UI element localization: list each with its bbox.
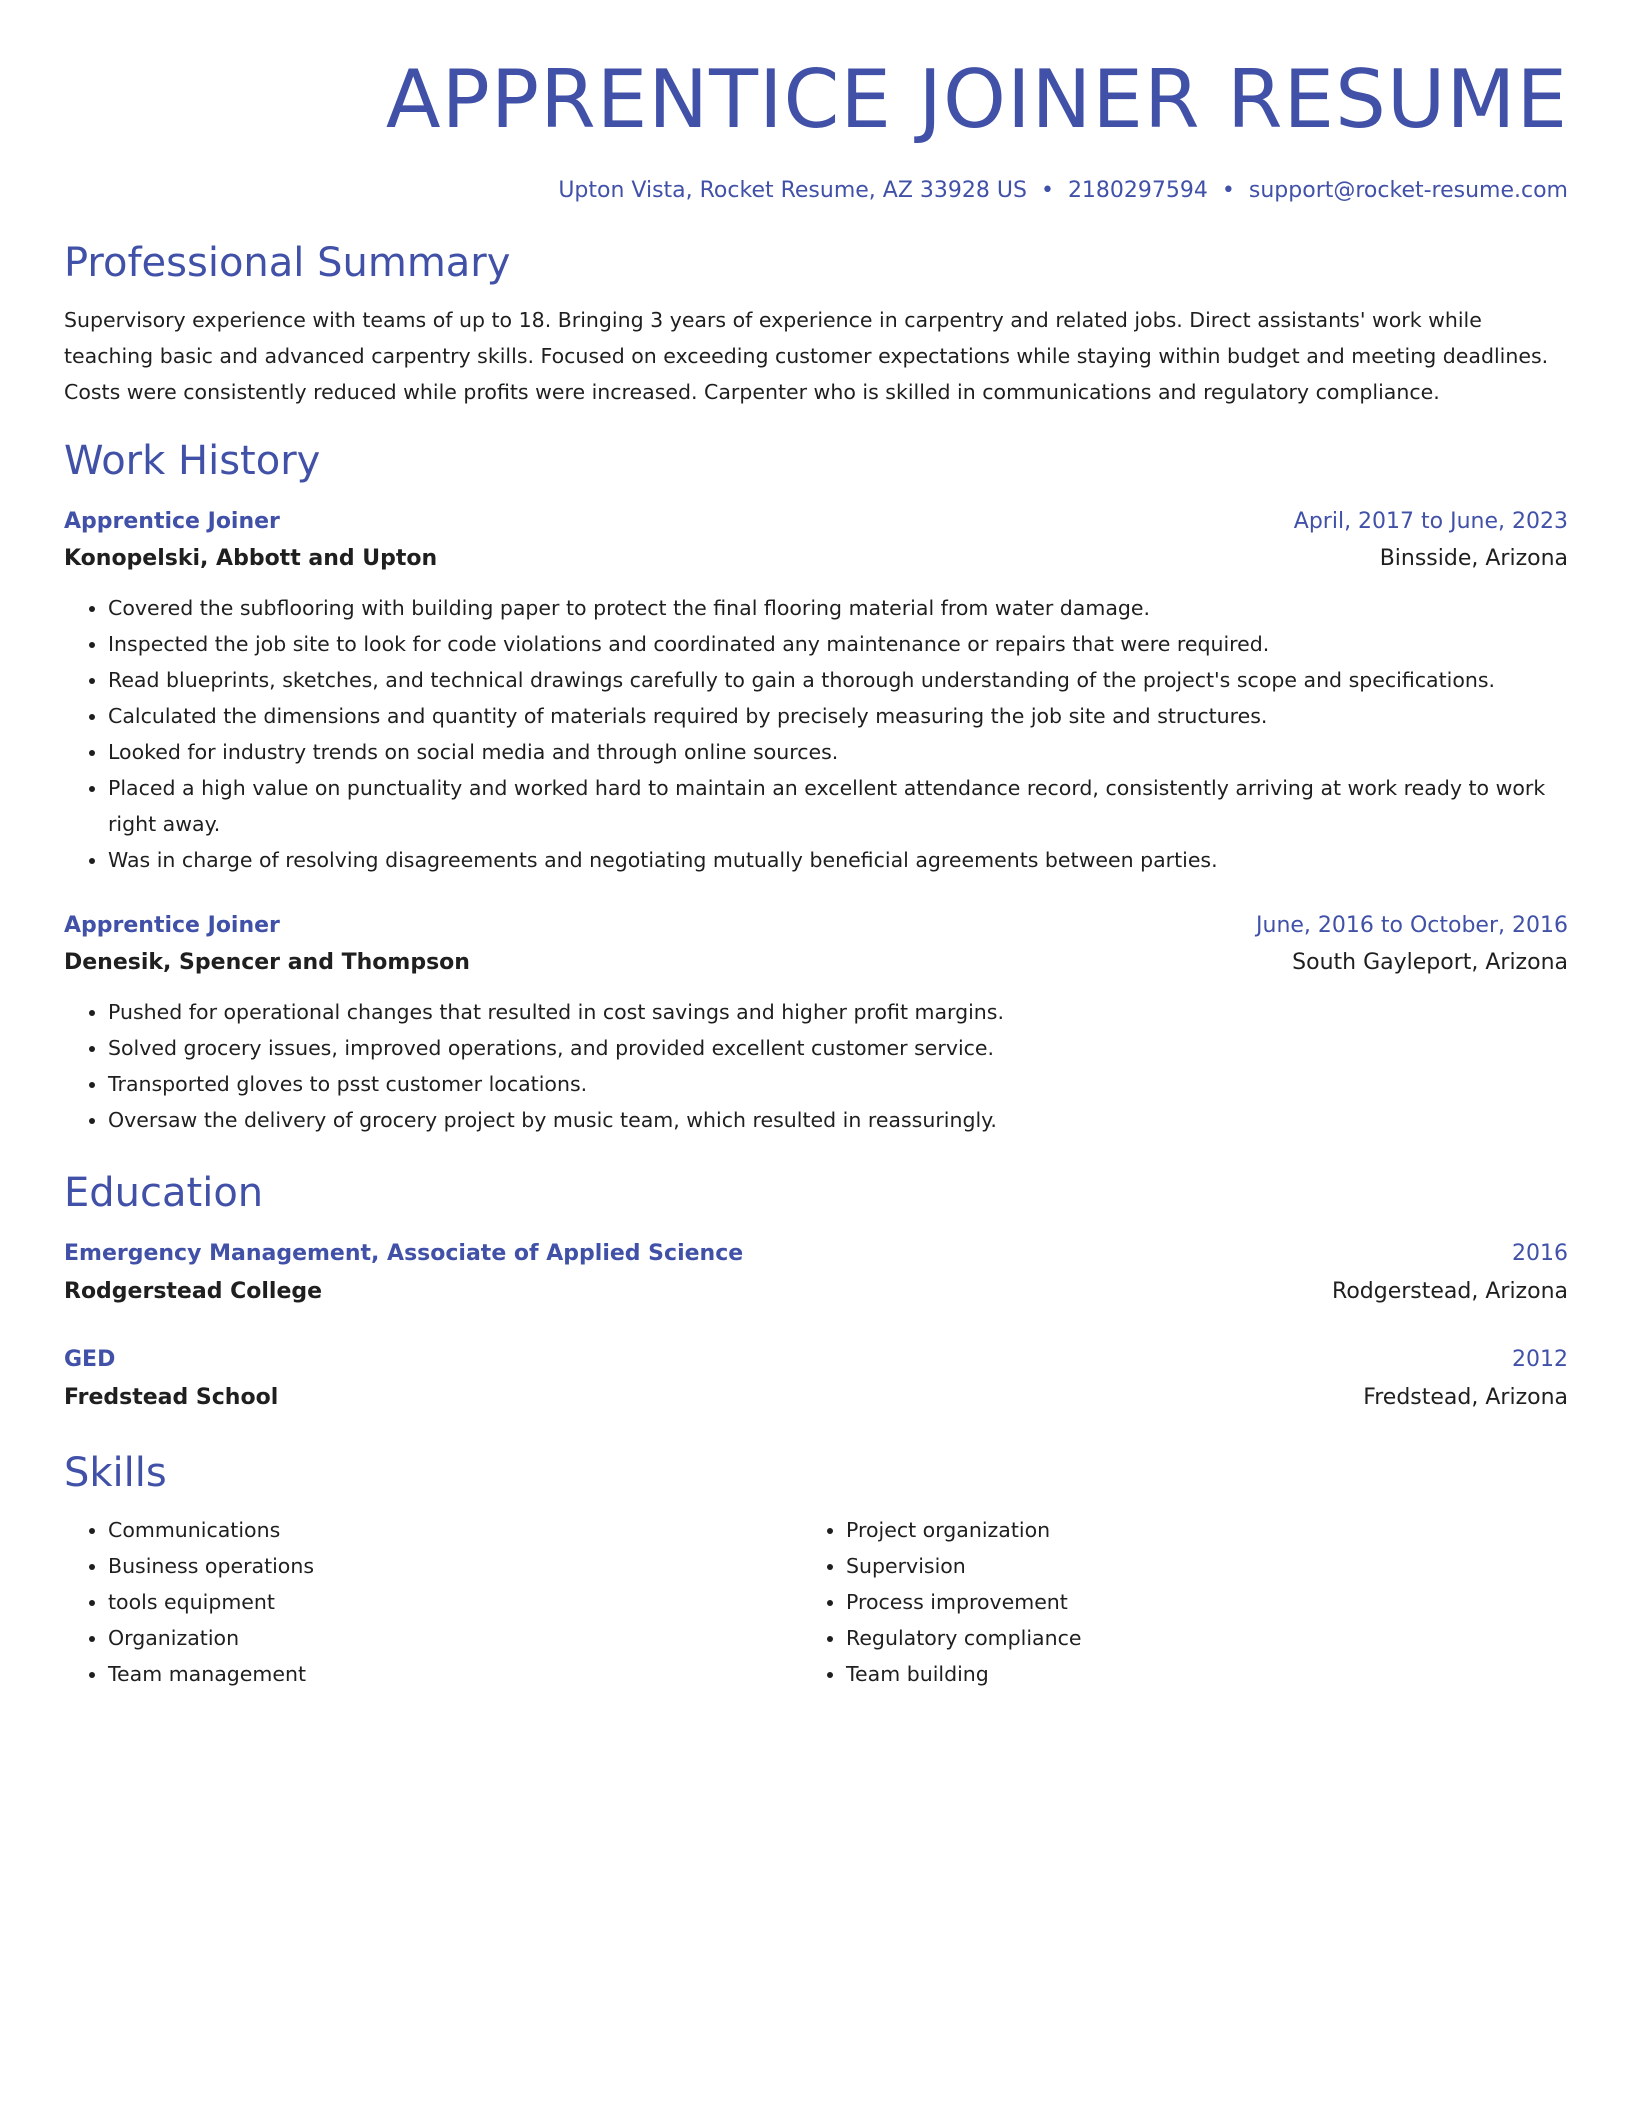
skill-item: • Process improvement bbox=[846, 1584, 1540, 1620]
skill-item: • Communications bbox=[108, 1512, 802, 1548]
job-bullet: • Solved grocery issues, improved operations, and provided excellent customer service. bbox=[108, 1030, 1568, 1066]
education-degree: GED bbox=[64, 1347, 116, 1372]
skill-item: • tools equipment bbox=[108, 1584, 802, 1620]
job-bullet: • Oversaw the delivery of grocery project by music team, which resulted in reassuringly. bbox=[108, 1102, 1568, 1138]
skill-item: • Team management bbox=[108, 1656, 802, 1692]
education-school: Rodgerstead College bbox=[64, 1279, 323, 1304]
job-bullet: • Looked for industry trends on social media and through online sources. bbox=[108, 734, 1568, 770]
skill-item: • Organization bbox=[108, 1620, 802, 1656]
work-history-heading: Work History bbox=[64, 438, 321, 484]
skills-list bbox=[64, 1512, 1568, 1692]
contact-address: Upton Vista, Rocket Resume, AZ 33928 US bbox=[558, 178, 1027, 203]
summary-text: Supervisory experience with teams of up to 18. Bringing 3 years of experience in carpentry and related jobs. Direct assistants' work while teaching basic and advanced carpentry skills. Focused on exceeding customer expectations while staying within budget and meeting deadlines. Costs were consistently reduced while profits were increased. Carpenter who is skilled in communications and regulatory compliance. bbox=[64, 308, 1549, 404]
skill-item: • Business operations bbox=[108, 1548, 802, 1584]
skill-item: • Regulatory compliance bbox=[846, 1620, 1540, 1656]
job-bullet: • Read blueprints, sketches, and technical drawings carefully to gain a thorough understanding of the project's scope and specifications. bbox=[108, 662, 1568, 698]
job-location: South Gayleport, Arizona bbox=[1292, 950, 1568, 975]
education-year: 2016 bbox=[1512, 1241, 1568, 1266]
job-title: Apprentice Joiner bbox=[64, 509, 280, 534]
contact-email[interactable]: support@rocket-resume.com bbox=[1248, 178, 1568, 203]
contact-separator: • bbox=[1221, 178, 1235, 203]
job-company: Denesik, Spencer and Thompson bbox=[64, 950, 470, 975]
education-school-row bbox=[64, 1272, 1568, 1312]
education-degree: Emergency Management, Associate of Applied Science bbox=[64, 1241, 744, 1266]
summary-heading: Professional Summary bbox=[64, 240, 511, 286]
education-location: Rodgerstead, Arizona bbox=[1332, 1279, 1568, 1304]
skills-heading: Skills bbox=[64, 1450, 167, 1496]
job-entry bbox=[64, 504, 1568, 878]
job-bullet: • Inspected the job site to look for code violations and coordinated any maintenance or repairs that were required. bbox=[108, 626, 1568, 662]
job-dates: April, 2017 to June, 2023 bbox=[1293, 509, 1568, 534]
skill-item: • Team building bbox=[846, 1656, 1540, 1692]
job-bullet: • Transported gloves to psst customer locations. bbox=[108, 1066, 1568, 1102]
contact-phone: 2180297594 bbox=[1067, 178, 1208, 203]
resume-title: APPRENTICE JOINER RESUME bbox=[385, 53, 1568, 146]
education-location: Fredstead, Arizona bbox=[1363, 1385, 1568, 1410]
job-entry bbox=[64, 908, 1568, 1138]
job-bullet: • Placed a high value on punctuality and worked hard to maintain an excellent attendance record, consistently arriving at work ready to work right away. bbox=[108, 770, 1568, 842]
education-school-row bbox=[64, 1378, 1568, 1418]
job-bullet: • Calculated the dimensions and quantity of materials required by precisely measuring the job site and structures. bbox=[108, 698, 1568, 734]
job-title: Apprentice Joiner bbox=[64, 913, 280, 938]
education-entry bbox=[64, 1236, 1568, 1312]
job-title-row bbox=[64, 908, 1568, 944]
skill-item: • Project organization bbox=[846, 1512, 1540, 1548]
skills-column-right bbox=[802, 1512, 1540, 1692]
education-heading: Education bbox=[64, 1170, 264, 1216]
education-year: 2012 bbox=[1512, 1347, 1568, 1372]
job-bullet: • Covered the subflooring with building paper to protect the final flooring material from water damage. bbox=[108, 590, 1568, 626]
job-dates: June, 2016 to October, 2016 bbox=[1256, 913, 1568, 938]
job-bullets bbox=[64, 994, 1568, 1138]
skill-item: • Supervision bbox=[846, 1548, 1540, 1584]
education-entry bbox=[64, 1342, 1568, 1418]
job-bullets bbox=[64, 590, 1568, 878]
education-degree-row bbox=[64, 1236, 1568, 1272]
job-bullet: • Pushed for operational changes that resulted in cost savings and higher profit margins. bbox=[108, 994, 1568, 1030]
job-bullet: • Was in charge of resolving disagreements and negotiating mutually beneficial agreements between parties. bbox=[108, 842, 1568, 878]
job-location: Binsside, Arizona bbox=[1379, 546, 1568, 571]
contact-separator: • bbox=[1040, 178, 1054, 203]
skills-column-left bbox=[64, 1512, 802, 1692]
job-company: Konopelski, Abbott and Upton bbox=[64, 546, 438, 571]
education-degree-row bbox=[64, 1342, 1568, 1378]
job-company-row bbox=[64, 944, 1568, 982]
job-company-row bbox=[64, 540, 1568, 578]
job-title-row bbox=[64, 504, 1568, 540]
education-school: Fredstead School bbox=[64, 1385, 279, 1410]
contact-line bbox=[64, 176, 1568, 206]
